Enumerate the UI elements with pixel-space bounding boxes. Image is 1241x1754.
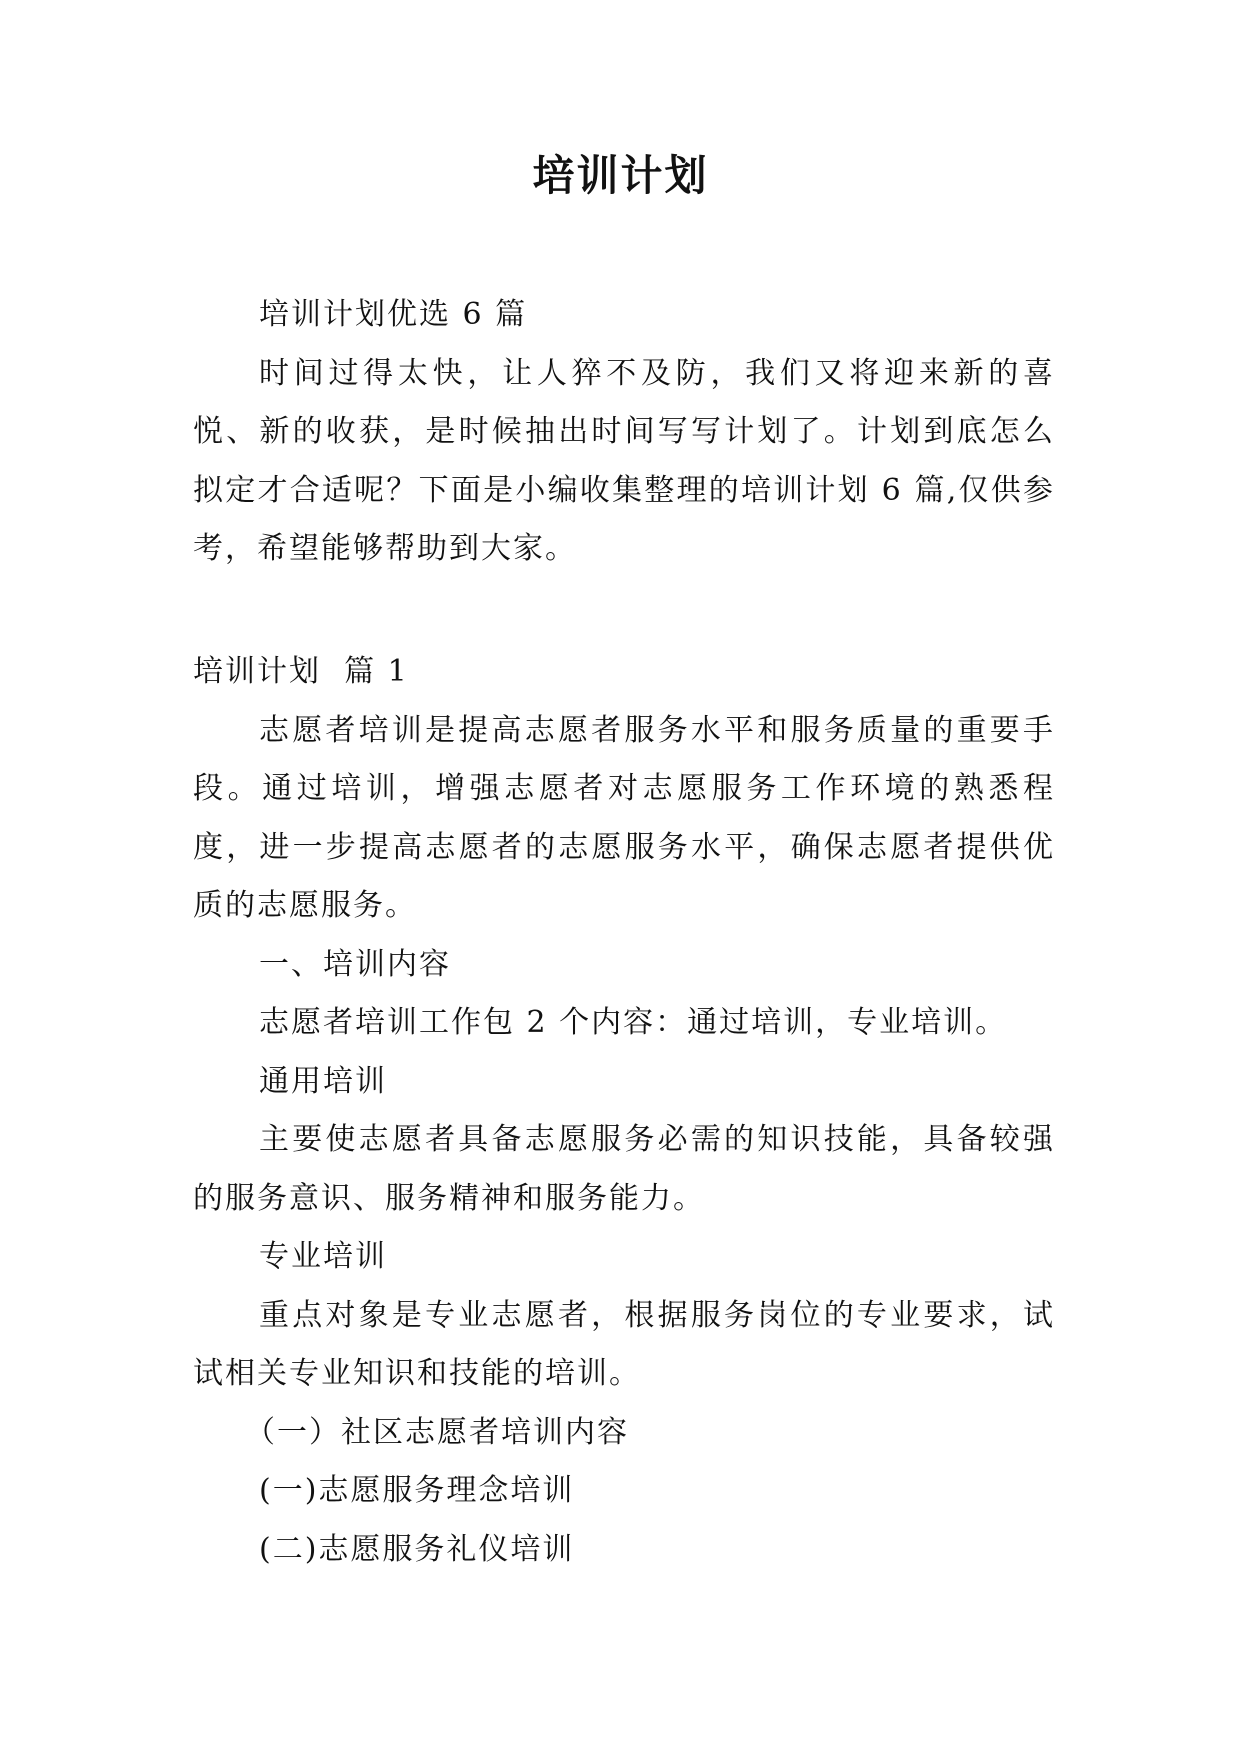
subheading-general-training: 通用培训: [259, 1063, 387, 1099]
document-title: 培训计划: [532, 151, 709, 200]
intro-block: [193, 286, 1055, 579]
intro-subtitle: 培训计划优选 6 篇: [259, 297, 528, 332]
subheading-community-volunteer: （一）社区志愿者培训内容: [245, 1414, 629, 1450]
paragraph: 志愿者培训工作包 2 个内容：通过培训，专业培训。: [259, 1005, 1008, 1040]
list-item: (二)志愿服务礼仪培训: [259, 1531, 575, 1567]
list-item: (一)志愿服务理念培训: [259, 1473, 575, 1508]
subheading-training-content: 一、培训内容: [259, 946, 451, 982]
intro-paragraph: 时间过得太快，让人猝不及防，我们又将迎来新的喜悦、新的收获，是时候抽出时间写写计划了。计划到底怎么拟定才合适呢？下面是小编收集整理的培训计划 6 篇,仅供参考，希望能够帮助到大家。: [193, 355, 1055, 566]
paragraph: 重点对象是专业志愿者，根据服务岗位的专业要求，试试相关专业知识和技能的培训。: [193, 1297, 1055, 1391]
section-1: [193, 643, 1055, 1579]
paragraph: 主要使志愿者具备志愿服务必需的知识技能，具备较强的服务意识、服务精神和服务能力。: [193, 1122, 1055, 1216]
section-heading: 培训计划 篇 1: [193, 654, 409, 689]
subheading-professional-training: 专业培训: [259, 1239, 387, 1274]
paragraph: 志愿者培训是提高志愿者服务水平和服务质量的重要手段。通过培训，增强志愿者对志愿服务工作环境的熟悉程度，进一步提高志愿者的志愿服务水平，确保志愿者提供优质的志愿服务。: [193, 712, 1055, 923]
